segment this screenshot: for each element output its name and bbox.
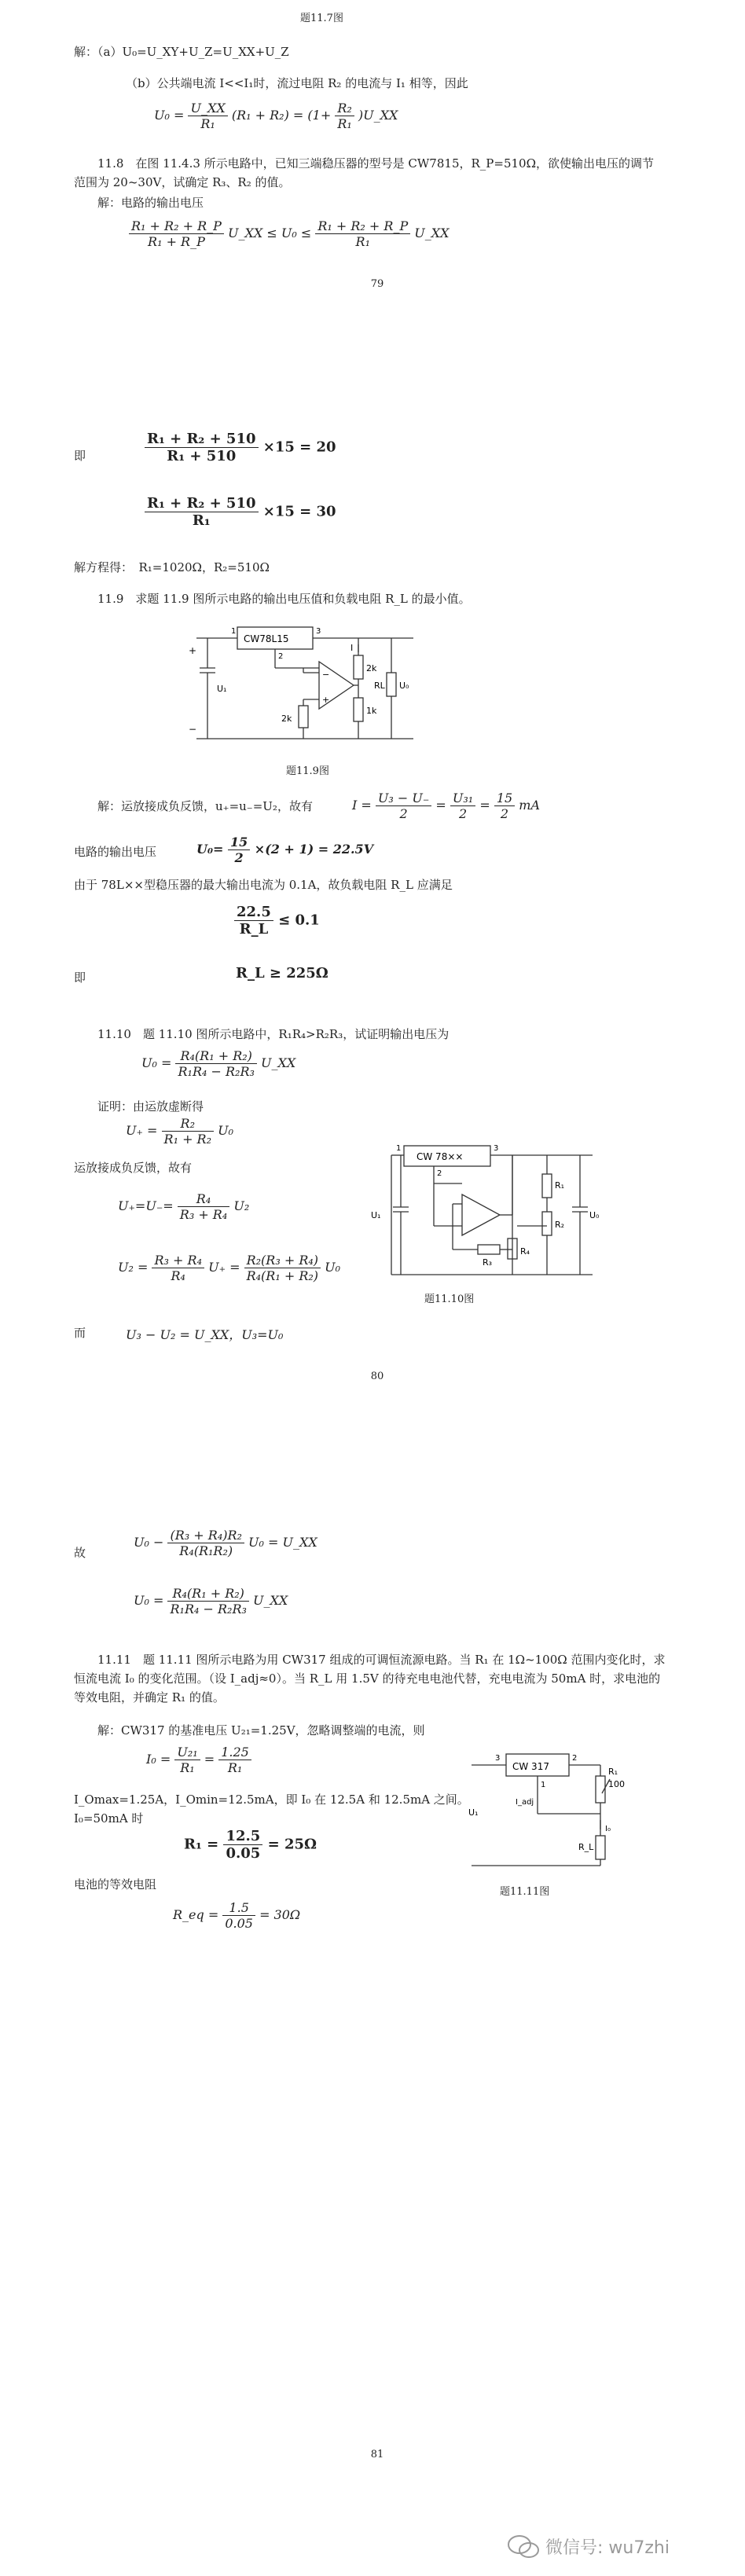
q10-target-equation: U₀ = $\frac{\text{R₄(R₁ + R₂)}}{\text{R₁R₄ − R₂R₃}}$ U_XX — [141, 1048, 296, 1079]
q9-r-load: RL — [374, 681, 385, 691]
q9-rl-inequality: $\frac{22.5}{R\_L}$ ≤ 0.1 — [234, 904, 320, 938]
q9-pin1: 1 — [231, 627, 237, 636]
q10-final-equation-1: U₀ − $\frac{\text{(R₃ + R₄)R₂}}{\text{R₄(R₁R₂)}}$ U₀ = U_XX — [134, 1528, 317, 1558]
q7-part-b: （b）公共端电流 I<<I₁时，流过电阻 R₂ 的电流与 I₁ 相等，因此 — [126, 76, 468, 90]
q9-solution-1: 解：运放接成负反馈，u₊=u₋=U₂，故有 — [97, 799, 313, 813]
q10-chip-label: CW 78×× — [417, 1151, 464, 1162]
q8-stem-line2: 范围为 20~30V，试确定 R₃、R₂ 的值。 — [74, 175, 291, 189]
q11-chip-label: CW 317 — [512, 1761, 549, 1772]
q11-req-equation: R_eq = $\frac{1.5}{0.05}$ = 30Ω — [173, 1900, 301, 1931]
q10-caption: 题11.10图 — [424, 1294, 475, 1305]
q8-equation-1: $\frac{\text{R₁ + R₂ + 510}}{\text{R₁ + 510}}$ ×15 = 20 — [145, 431, 336, 464]
q9-pin2: 2 — [278, 652, 284, 661]
q11-caption: 题11.11图 — [500, 1886, 550, 1898]
q9-u-out: U₀ — [399, 681, 409, 691]
q8-answer: 解方程得： R₁=1020Ω，R₂=510Ω — [74, 560, 270, 574]
q9-chip-label: CW78L15 — [244, 633, 289, 644]
q10-gu: 故 — [74, 1546, 86, 1560]
q7-equation: U₀ = $\frac{U\_XX}{\text{R₁}}$ (R₁ + R₂) = (1+ $\frac{\text{R₂}}{\text{R₁}}$ )U_XX — [154, 101, 398, 131]
q9-minus: − — [189, 724, 197, 735]
q11-r1-value: 100 — [608, 1779, 625, 1789]
q10-u-in: U₁ — [371, 1210, 381, 1220]
q10-uminus-equation: U₊=U₋= $\frac{\text{R₄}}{\text{R₃ + R₄}}$ U₂ — [118, 1191, 250, 1222]
watermark-text: 微信号: wu7zhi — [545, 2537, 670, 2558]
q9-output-equation: U₀= $\frac{15}{2}$ ×(2 + 1) = 22.5V — [196, 835, 374, 865]
q7-part-a: 解：（a）U₀=U_XY+U_Z=U_XX+U_Z — [74, 45, 289, 59]
q9-current: I — [350, 643, 354, 653]
q10-u2-equation: U₂ = $\frac{\text{R₃ + R₄}}{\text{R₄}}$ U₊ = $\frac{\text{R₂(R₃ + R₄)}}{\text{R₄(R₁ + R₂)}}$ U₀ — [118, 1253, 341, 1283]
q9-r-left: 2k — [281, 714, 292, 724]
q9-opamp-minus: − — [322, 670, 330, 680]
q9-rl-result: R_L ≥ 225Ω — [236, 965, 328, 982]
q9-caption: 题11.9图 — [286, 765, 329, 777]
q9-ji: 即 — [74, 971, 86, 985]
q9-r-bottom-right: 1k — [366, 706, 377, 716]
q11-stem-line1: 11.11 题 11.11 图所示电路为用 CW317 组成的可调恒流源电路。当 R₁ 在 1Ω~100Ω 范围内变化时，求 — [97, 1653, 666, 1667]
q8-inequality: $\frac{\text{R₁ + R₂ + R\_P}}{\text{R₁ + R\_P}}$ U_XX ≤ U₀ ≤ $\frac{\text{R₁ + R₂ + R\_P}}{\text{R₁}}$ U_XX — [129, 218, 450, 249]
q10-r2: R₂ — [555, 1220, 565, 1230]
q10-uplus-equation: U₊ = $\frac{\text{R₂}}{\text{R₁ + R₂}}$ U₀ — [126, 1116, 234, 1147]
wechat-watermark — [506, 2532, 670, 2560]
q9-stem: 11.9 求题 11.9 图所示电路的输出电压值和负载电阻 R_L 的最小值。 — [97, 592, 471, 606]
q11-range: I_Omax=1.25A，I_Omin=12.5mA，即 I₀ 在 12.5A 和 12.5mA 之间。 — [74, 1793, 469, 1807]
q10-er: 而 — [74, 1326, 86, 1340]
q8-ji: 即 — [74, 449, 86, 463]
q9-r-top: 2k — [366, 663, 377, 673]
q10-er-equation: U₃ − U₂ = U_XX，U₃=U₀ — [126, 1327, 284, 1342]
q11-eq-resistance-label: 电池的等效电阻 — [74, 1877, 157, 1892]
page-number-79: 79 — [370, 278, 384, 290]
q11-at-50ma: I₀=50mA 时 — [74, 1811, 144, 1826]
q9-circuit-diagram — [185, 613, 445, 762]
q10-pin1: 1 — [396, 1144, 402, 1153]
page-number-80: 80 — [370, 1371, 384, 1382]
q8-equation-2: $\frac{\text{R₁ + R₂ + 510}}{\text{R₁}}$ ×15 = 30 — [145, 495, 336, 529]
q10-r4: R₄ — [520, 1246, 530, 1257]
q11-pin3: 3 — [495, 1754, 501, 1763]
q10-stem: 11.10 题 11.10 图所示电路中，R₁R₄>R₂R₃，试证明输出电压为 — [97, 1027, 450, 1041]
q11-solution: 解：CW317 的基准电压 U₂₁=1.25V，忽略调整端的电流，则 — [97, 1723, 425, 1738]
figure-caption-11-7: 题11.7图 — [300, 13, 343, 24]
q9-output-label: 电路的输出电压 — [74, 845, 157, 859]
q9-pin3: 3 — [316, 627, 321, 636]
q9-u-in: U₁ — [217, 684, 227, 694]
q11-pin1: 1 — [541, 1781, 546, 1789]
q10-r1: R₁ — [555, 1180, 565, 1191]
q8-solution: 解：电路的输出电压 — [97, 196, 204, 210]
q11-r1-equation: R₁ = $\frac{12.5}{0.05}$ = 25Ω — [184, 1828, 317, 1862]
q11-rl: R_L — [578, 1842, 594, 1852]
q9-plus: + — [189, 645, 197, 656]
q8-stem-line1: 11.8 在图 11.4.3 所示电路中，已知三端稳压器的型号是 CW7815，R_P=510Ω，欲使输出电压的调节 — [97, 156, 655, 171]
page-number-81: 81 — [370, 2449, 384, 2460]
q9-note: 由于 78L××型稳压器的最大输出电流为 0.1A，故负载电阻 R_L 应满足 — [74, 878, 453, 892]
q11-r1-label: R₁ — [608, 1767, 618, 1777]
q9-opamp-plus: + — [322, 695, 330, 705]
wechat-icon — [506, 2533, 541, 2559]
q10-pin3: 3 — [494, 1144, 499, 1153]
q11-pin2: 2 — [572, 1754, 578, 1763]
q11-i0-equation: I₀ = $\frac{\text{U₂₁}}{\text{R₁}}$ = $\frac{1.25}{\text{R₁}}$ — [146, 1745, 251, 1775]
q10-r3: R₃ — [483, 1257, 493, 1268]
q9-current-equation: I = $\frac{\text{U₃ − U₋}}{2}$ = $\frac{\text{U₃₁}}{2}$ = $\frac{15}{2}$ mA — [352, 791, 540, 821]
q10-circuit-diagram — [368, 1139, 611, 1289]
q11-stem-line3: 等效电阻，并确定 R₁ 的值。 — [74, 1690, 225, 1704]
q11-iadj: I_adj — [516, 1798, 534, 1807]
q11-u-in: U₁ — [468, 1807, 479, 1818]
q10-u-out: U₀ — [589, 1210, 600, 1220]
q11-stem-line2: 恒流电流 I₀ 的变化范围。（设 I_adj≈0）。当 R_L 用 1.5V 的待充电电池代替，充电电流为 50mA 时，求电池的 — [74, 1671, 661, 1686]
q10-pin2: 2 — [437, 1169, 442, 1178]
q11-io: I₀ — [605, 1825, 611, 1833]
q10-final-equation-2: U₀ = $\frac{\text{R₄(R₁ + R₂)}}{\text{R₁R₄ − R₂R₃}}$ U_XX — [134, 1586, 288, 1616]
q11-circuit-diagram — [464, 1745, 644, 1878]
q10-feedback: 运放接成负反馈，故有 — [74, 1161, 193, 1175]
q10-proof: 证明：由运放虚断得 — [97, 1099, 204, 1114]
